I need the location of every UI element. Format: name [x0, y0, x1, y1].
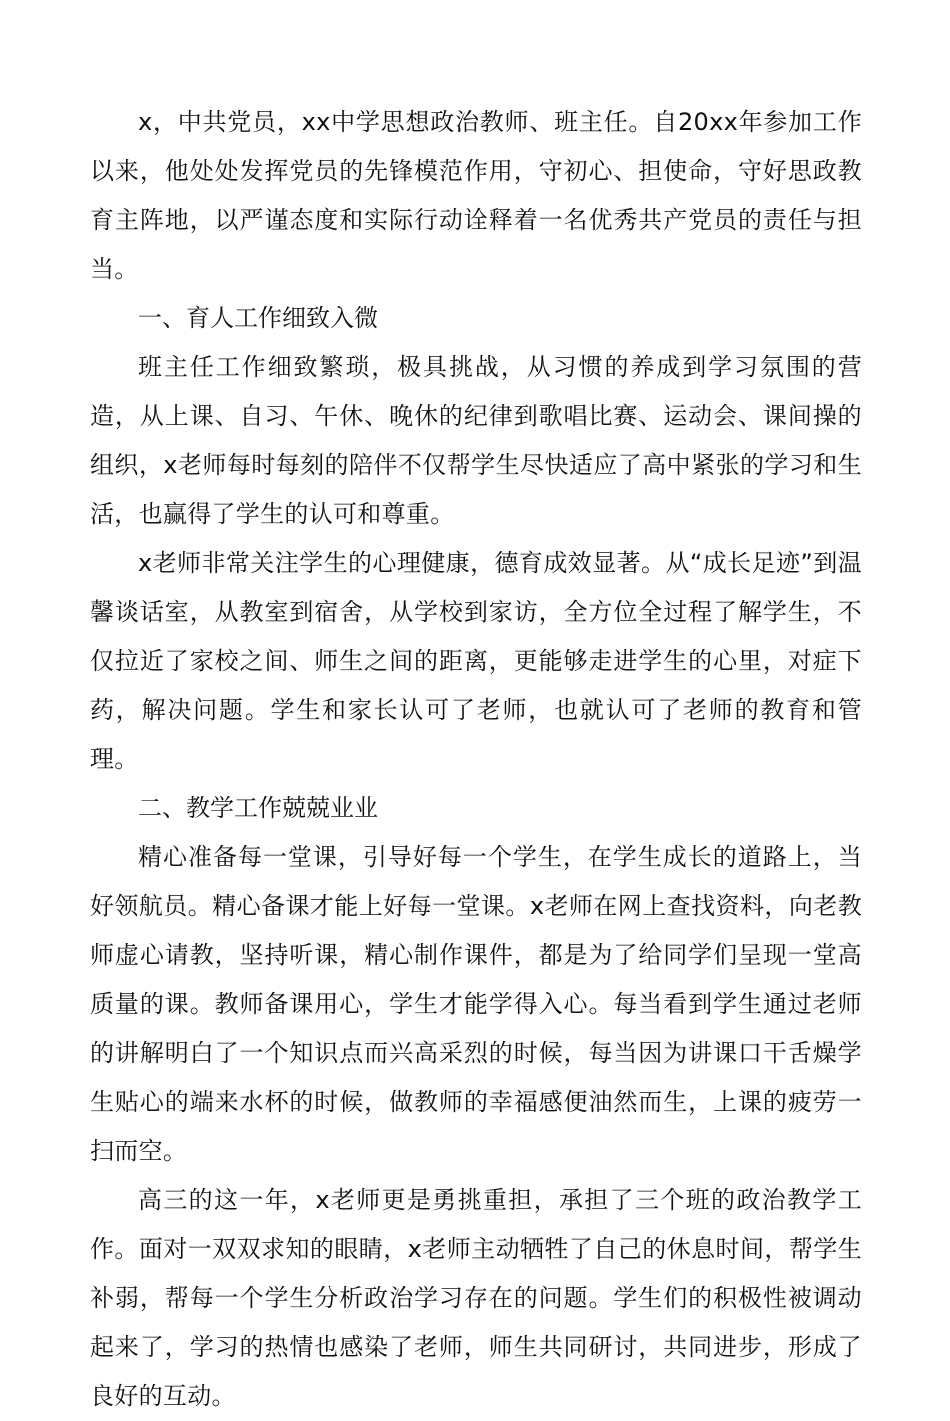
section-heading-2: 二、教学工作兢兢业业 — [138, 794, 378, 822]
body-paragraph: 班主任工作细致繁琐，极具挑战，从习惯的养成到学习氛围的营造，从上课、自习、午休、晚休的纪律到歌唱比赛、运动会、课间操的组织，x老师每时每刻的陪伴不仅帮学生尽快适应了高中紧张的学习和生活，也赢得了学生的认可和尊重。 — [90, 353, 862, 528]
section-heading-1: 一、育人工作细致入微 — [138, 304, 378, 332]
body-paragraph: 高三的这一年，x老师更是勇挑重担，承担了三个班的政治教学工作。面对一双双求知的眼睛，x老师主动牺牲了自己的休息时间，帮学生补弱，帮每一个学生分析政治学习存在的问题。学生们的积极性被调动起来了，学习的热情也感染了老师，师生共同研讨，共同进步，形成了良好的互动。 — [90, 1186, 862, 1410]
body-paragraph: x老师非常关注学生的心理健康，德育成效显著。从“成长足迹”到温馨谈话室，从教室到宿舍，从学校到家访，全方位全过程了解学生，不仅拉近了家校之间、师生之间的距离，更能够走进学生的心里，对症下药，解决问题。学生和家长认可了老师，也就认可了老师的教育和管理。 — [90, 549, 862, 773]
body-paragraph: 精心准备每一堂课，引导好每一个学生，在学生成长的道路上，当好领航员。精心备课才能上好每一堂课。x老师在网上查找资料，向老教师虚心请教，坚持听课，精心制作课件，都是为了给同学们呈现一堂高质量的课。教师备课用心，学生才能学得入心。每当看到学生通过老师的讲解明白了一个知识点而兴高采烈的时候，每当因为讲课口干舌燥学生贴心的端来水杯的时候，做教师的幸福感便油然而生，上课的疲劳一扫而空。 — [90, 843, 862, 1165]
intro-paragraph: x，中共党员，xx中学思想政治教师、班主任。自20xx年参加工作以来，他处处发挥党员的先锋模范作用，守初心、担使命，守好思政教育主阵地，以严谨态度和实际行动诠释着一名优秀共产党员的责任与担当。 — [90, 108, 862, 283]
document-page — [90, 98, 862, 1421]
